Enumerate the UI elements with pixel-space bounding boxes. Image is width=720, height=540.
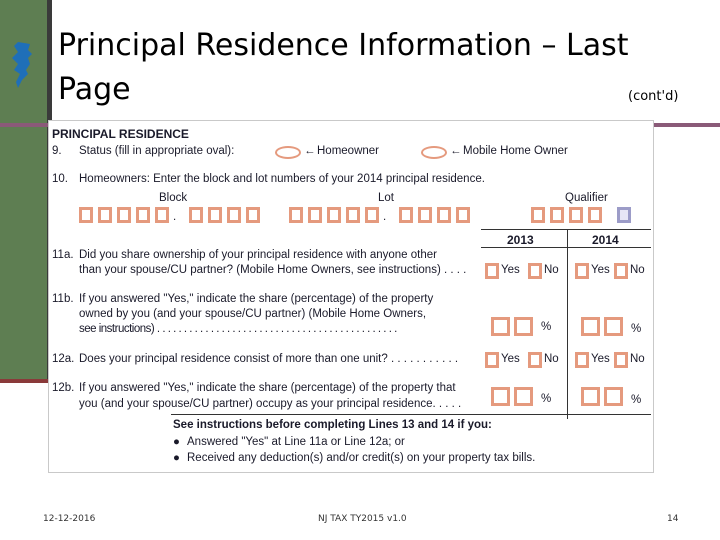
- line12b-2013-percent-box[interactable]: [491, 387, 510, 406]
- year-2014-header: 2014: [592, 233, 619, 247]
- continued-note: (cont'd): [628, 89, 679, 104]
- lot-digit-box[interactable]: [418, 207, 432, 223]
- line12a-2013-yes-box[interactable]: [485, 352, 499, 368]
- year-2013-header: 2013: [507, 233, 534, 247]
- line12a-text: Does your principal residence consist of more than one unit? . . . . . . . . . . .: [79, 353, 459, 365]
- no-label: No: [544, 264, 559, 276]
- percent-sign: %: [541, 321, 552, 333]
- line11a-2013-no-box[interactable]: [528, 263, 542, 279]
- qualifier-box[interactable]: [569, 207, 583, 223]
- footer-date: 12-12-2016: [43, 514, 96, 524]
- line11b-text: see instructions) . . . . . . . . . . . . . . . . . . . . . . . . . . . . . . . . . . . . . . . . . . . . .: [79, 323, 397, 335]
- block-digit-box[interactable]: [227, 207, 241, 223]
- block-digit-box[interactable]: [189, 207, 203, 223]
- yes-label: Yes: [591, 353, 610, 365]
- line12b-2014-percent-box[interactable]: [581, 387, 600, 406]
- new-jersey-map-icon: [8, 40, 38, 90]
- lot-digit-box[interactable]: [327, 207, 341, 223]
- homeowner-oval[interactable]: [275, 146, 301, 159]
- block-digit-box[interactable]: [246, 207, 260, 223]
- bullet-icon: ●: [173, 452, 180, 464]
- line11b-text: owned by you (and your spouse/CU partner) (Mobile Home Owners,: [79, 308, 427, 320]
- yes-label: Yes: [591, 264, 610, 276]
- arrow-icon: ←: [450, 145, 462, 157]
- line11a-text: Did you share ownership of your principal residence with anyone other: [79, 249, 437, 261]
- instructions-title: See instructions before completing Lines 13 and 14 if you:: [173, 419, 492, 431]
- percent-sign: %: [541, 393, 552, 405]
- block-digit-box[interactable]: [79, 207, 93, 223]
- line11b-text: If you answered "Yes," indicate the share (percentage) of the property: [79, 293, 434, 305]
- qualifier-box[interactable]: [588, 207, 602, 223]
- line12a-2014-yes-box[interactable]: [575, 352, 589, 368]
- line11a-2014-yes-box[interactable]: [575, 263, 589, 279]
- line11a-number: 11a.: [52, 249, 74, 261]
- mobile-home-oval[interactable]: [421, 146, 447, 159]
- line9-number: 9.: [52, 145, 62, 157]
- line12a-number: 12a.: [52, 353, 75, 365]
- block-digit-box[interactable]: [155, 207, 169, 223]
- instructions-bullet-1: Answered "Yes" at Line 11a or Line 12a; or: [187, 436, 405, 448]
- line12b-number: 12b.: [52, 382, 75, 394]
- line12b-2013-percent-box[interactable]: [514, 387, 533, 406]
- no-label: No: [630, 353, 645, 365]
- block-digit-box[interactable]: [136, 207, 150, 223]
- line12b-text: If you answered "Yes," indicate the share (percentage) of the property that: [79, 382, 456, 394]
- qualifier-box-shaded: [617, 207, 631, 223]
- lot-digit-box[interactable]: [399, 207, 413, 223]
- year-header-rule: [481, 229, 651, 230]
- instructions-bullet-2: Received any deduction(s) and/or credit(s) on your property tax bills.: [187, 452, 536, 464]
- percent-sign: %: [631, 394, 642, 406]
- bullet-icon: ●: [173, 436, 180, 448]
- homeowner-label: Homeowner: [317, 145, 379, 157]
- no-label: No: [630, 264, 645, 276]
- lot-digit-box[interactable]: [437, 207, 451, 223]
- section-title: PRINCIPAL RESIDENCE: [52, 127, 189, 141]
- lot-digit-box[interactable]: [456, 207, 470, 223]
- no-label: No: [544, 353, 559, 365]
- lot-digit-box[interactable]: [289, 207, 303, 223]
- block-decimal-point: .: [173, 211, 177, 223]
- yes-label: Yes: [501, 264, 520, 276]
- line10-number: 10.: [52, 173, 68, 185]
- arrow-icon: ←: [304, 145, 316, 157]
- tax-form-excerpt: [48, 120, 654, 473]
- line12a-2013-no-box[interactable]: [528, 352, 542, 368]
- line11b-2013-percent-box[interactable]: [491, 317, 510, 336]
- lot-decimal-point: .: [383, 211, 387, 223]
- block-digit-box[interactable]: [98, 207, 112, 223]
- year-header-bottom-rule: [481, 247, 651, 248]
- line11a-text: than your spouse/CU partner? (Mobile Home Owners, see instructions) . . . .: [79, 264, 467, 276]
- block-header: Block: [159, 192, 188, 204]
- year-column-divider: [567, 229, 568, 419]
- percent-sign: %: [631, 323, 642, 335]
- yes-label: Yes: [501, 353, 520, 365]
- line11b-2014-percent-box[interactable]: [581, 317, 600, 336]
- line9-text: Status (fill in appropriate oval):: [79, 145, 235, 157]
- footer-center-text: NJ TAX TY2015 v1.0: [318, 514, 407, 524]
- instructions-rule: [171, 414, 651, 415]
- page-number: 14: [667, 514, 679, 524]
- line11a-2014-no-box[interactable]: [614, 263, 628, 279]
- line12a-2014-no-box[interactable]: [614, 352, 628, 368]
- line12b-2014-percent-box[interactable]: [604, 387, 623, 406]
- line11a-2013-yes-box[interactable]: [485, 263, 499, 279]
- line11b-2014-percent-box[interactable]: [604, 317, 623, 336]
- slide-title: Principal Residence Information – Last Page: [58, 28, 629, 107]
- qualifier-header: Qualifier: [565, 192, 608, 204]
- block-digit-box[interactable]: [117, 207, 131, 223]
- line12b-text: you (and your spouse/CU partner) occupy as your principal residence. . . . .: [79, 398, 462, 410]
- lot-digit-box[interactable]: [308, 207, 322, 223]
- block-digit-box[interactable]: [208, 207, 222, 223]
- qualifier-box[interactable]: [550, 207, 564, 223]
- lot-digit-box[interactable]: [346, 207, 360, 223]
- qualifier-box[interactable]: [531, 207, 545, 223]
- lot-header: Lot: [378, 192, 394, 204]
- accent-rule-left: [0, 379, 52, 383]
- line11b-number: 11b.: [52, 293, 74, 305]
- mobile-home-label: Mobile Home Owner: [463, 145, 568, 157]
- line10-text: Homeowners: Enter the block and lot numbers of your 2014 principal residence.: [79, 173, 485, 185]
- line11b-2013-percent-box[interactable]: [514, 317, 533, 336]
- lot-digit-box[interactable]: [365, 207, 379, 223]
